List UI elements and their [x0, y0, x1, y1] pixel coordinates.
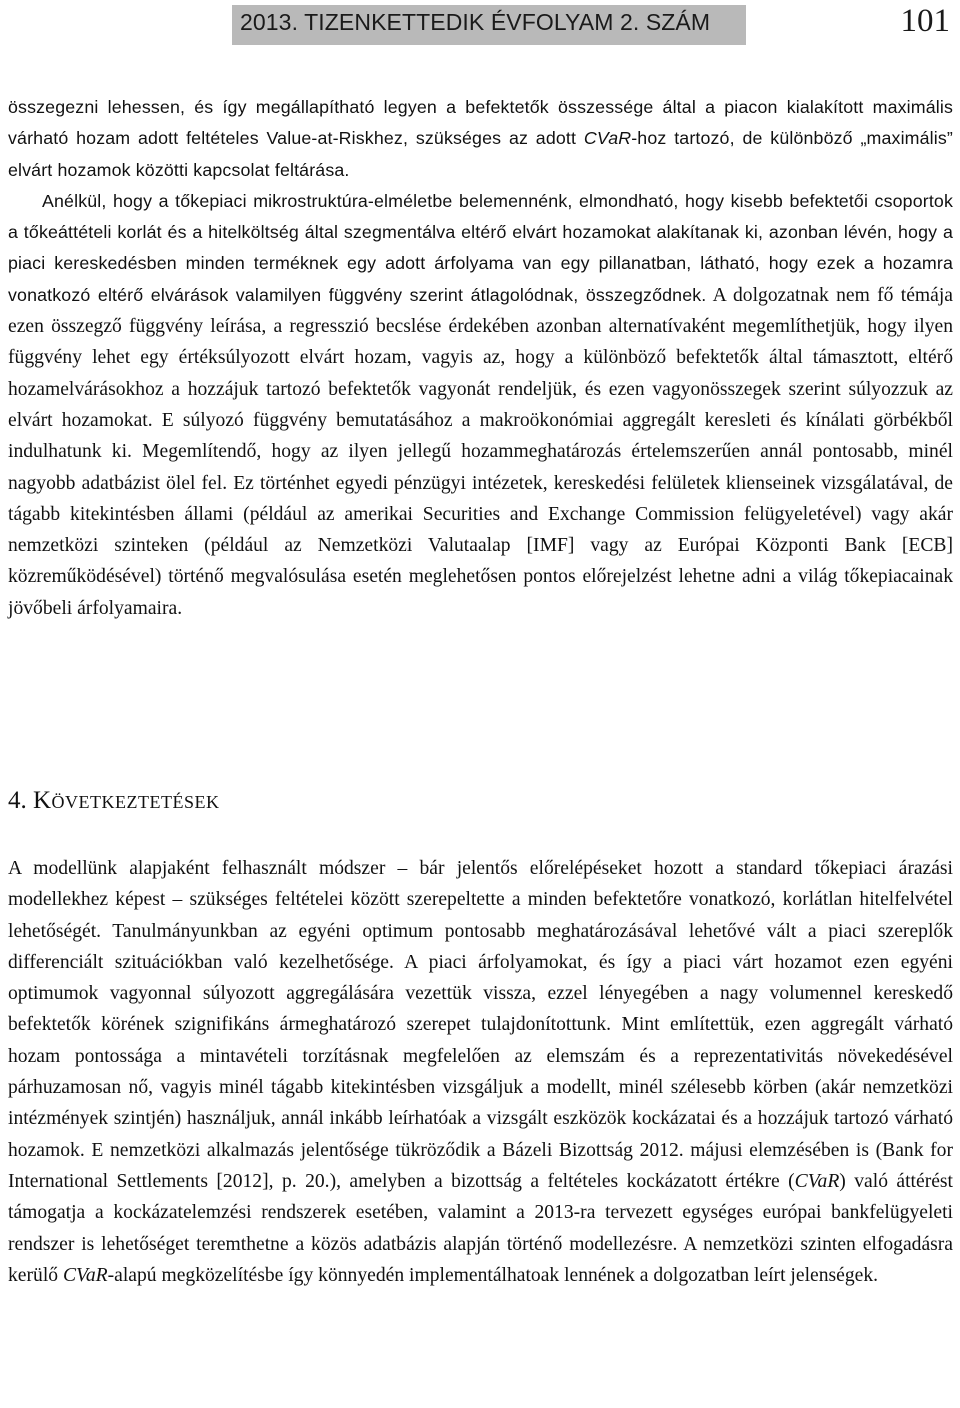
cvar-term: CVaR — [62, 1264, 108, 1286]
section-heading — [8, 787, 220, 815]
paragraph-microstructure — [8, 186, 953, 624]
section-number: 4. — [8, 787, 33, 814]
conclusions-text-3: -alapú megközelítésbe így könnyedén implementálhatoak lennének a dolgozatban leírt jelenségek. — [107, 1264, 879, 1286]
cvar-term: CVaR — [794, 1170, 840, 1192]
conclusions-text-2: ) való áttérést támogatja a kockázatelemzési rendszerek esetében, valamint a 2013-ra tervezett egységes európai bankfelügyeleti rendszer is lehetőséget teremthetne a közös adatbázis alapján történő modellezésre. A nemzetközi szinten elfogadásra kerülő — [8, 1170, 953, 1286]
body-text-conclusions — [8, 853, 953, 1291]
paragraph-microstructure-sans: Anélkül, hogy a tőkepiaci mikrostruktúra-elméletbe belemennénk, elmondható, hogy kisebb befektetői csoportok a tőkeáttételi korlát és a hitelköltség által szegmentálva eltérő elvárt hozamokat alakítanak ki, azonban lévén, hogy a piaci kereskedésben minden terméknek egy adott árfolyama van egy pillanatban, látható, hogy ezek a hozamra vonatkozó eltérő elvárások valamilyen függvény szerint átlagolódnak, összegződnek. — [8, 190, 953, 305]
running-header-title: 2013. TIZENKETTEDIK ÉVFOLYAM 2. SZÁM — [240, 9, 711, 35]
conclusions-text-1: A modellünk alapjaként felhasznált módszer – bár jelentős előrelépéseket hozott a standard tőkepiaci árazási modellekhez képest – szükséges feltételei között szerepeltette a minden befektetőre vonatkozó, korlátlan hitelfelvétel lehetőségét. Tanulmányunkban az egyéni optimum pontosabb meghatározásával lehetővé vált a piaci szereplők differenciált szituációkban való kezelhetősége. A piaci árfolyamokat, és így a piaci várt hozamot ezen egyéni optimumok vagyonnal súlyozott aggregálására vezettük vissza, ezzel lényegében a nagy volumennel kereskedő befektetők körének szignifikáns ármeghatározó szerepet tulajdonítottunk. Mint említettük, ezen aggregált várható hozam pontossága a mintavételi torzításnak megfelelően az elemszám és a reprezentativitás növekedésével párhuzamosan nő, vagyis minél tágabb kitekintésben vizsgáljuk a modellt, minél szélesebb körben (akár nemzetközi intézmények szintjén) használjuk, annál inkább leírhatóak a vizsgált eszközök kockázatai és a hozzájuk tartozó várható hozamok. E nemzetközi alkalmazás jelentősége tükröződik a Bázeli Bizottság 2012. májusi elemzésében is (Bank for International Settlements [2012], p. 20.), amelyben a bizottság a feltételes kockázatott értékre ( — [8, 858, 953, 1192]
cvar-term: CVaR — [583, 128, 632, 149]
paragraph-continuation-text-2: -hoz tartozó, de különböző „maximális” elvárt hozamok közötti kapcsolat feltárása. — [8, 128, 953, 180]
paragraph-continuation-text-1: összegezni lehessen, és így megállapítható legyen a befektetők összessége által a piacon kialakított maximális várható hozam adott feltételes Value-at-Riskhez, szükséges az adott — [8, 97, 953, 149]
paragraph-continuation — [8, 92, 953, 186]
body-text-upper — [8, 92, 953, 624]
section-title: Következtetések — [33, 787, 220, 814]
paragraph-microstructure-serif: A dolgozatnak nem fő témája ezen összegző függvény leírása, a regresszió becslése érdekében azonban alternatívaként megemlíthetjük, hogy ilyen függvény lehet egy értéksúlyozott elvárt hozam, vagyis az, hogy a különböző befektetők által támasztott, eltérő hozamelvárásokhoz a hozzájuk tartozó befektetők vagyonát rendeljük, és ezen vagyonösszegek szerint súlyozzuk az elvárt hozamokat. E súlyozó függvény bemutatásához a makroökonómiai aggregált keresleti és kínálati görbékből indulhatunk ki. Megemlítendő, hogy az ilyen jellegű hozammeghatározás értelemszerűen annál pontosabb, minél nagyobb adatbázist ölel fel. Ez történhet egyedi pénzügyi intézetek, kereskedési felületek klienseinek vizsgálatával, de tágabb kitekintésben állami (például az amerikai Securities and Exchange Commission felügyeletével) vagy akár nemzetközi szinteken (például az Nemzetközi Valutaalap [IMF] vagy az Európai Központi Bank [ECB] közreműködésével) történő megvalósulása esetén meglehetősen pontos előrejelzést lehetne adni a világ tőkepiacainak jövőbeli árfolyamaira. — [8, 284, 953, 619]
paragraph-conclusions — [8, 853, 953, 1291]
page-number: 101 — [900, 3, 950, 39]
